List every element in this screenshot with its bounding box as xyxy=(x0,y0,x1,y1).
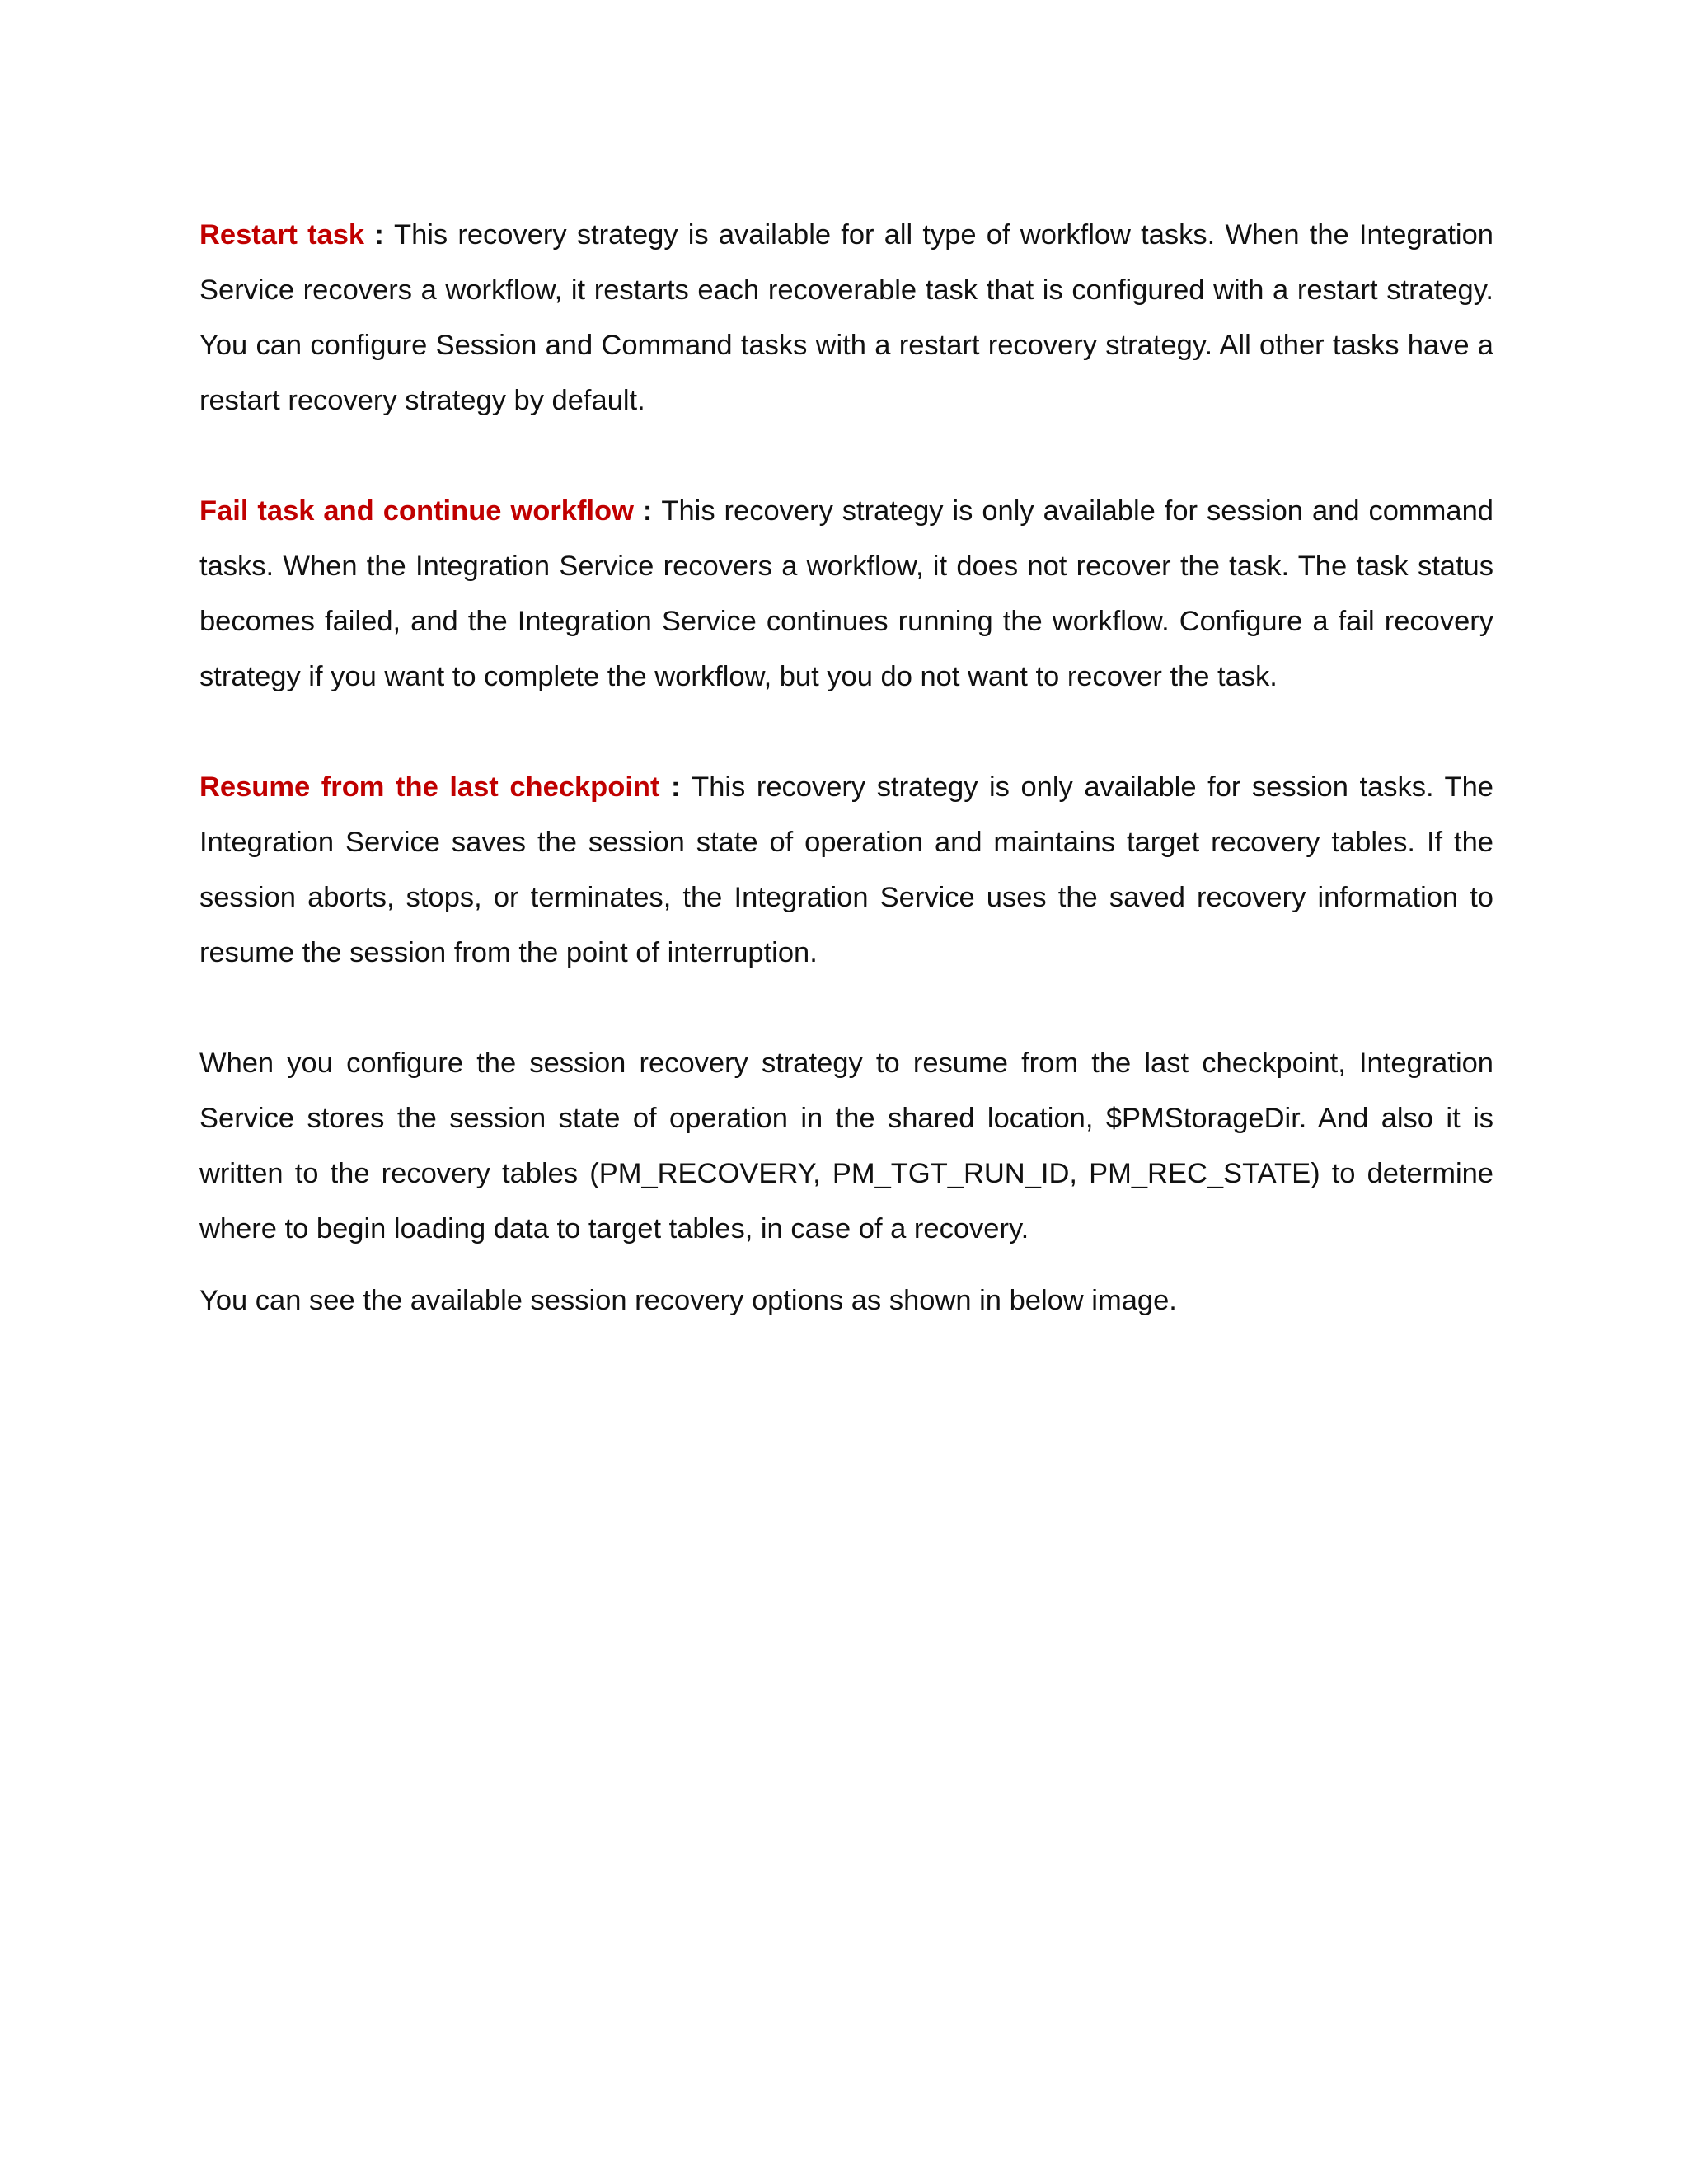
paragraph-text: This recovery strategy is available for all type of workflow tasks. When the Integration Service recovers a workflow, it restarts each recoverable task that is configured with a restart strategy. You can configure Session and Command tasks with a restart recovery strategy. All other tasks have a restart recovery strategy by default. xyxy=(199,219,1493,416)
paragraph-checkpoint-detail: When you configure the session recovery strategy to resume from the last checkpoint, Integration Service stores the session state of operation in the shared location, $PMStorageDir. And also it is written to the recovery tables (PM_RECOVERY, PM_TGT_RUN_ID, PM_REC_STATE) to determine where to begin loading data to target tables, in case of a recovery. xyxy=(199,1047,1493,1244)
paragraph-text: This recovery strategy is only available for session and command tasks. When the Integration Service recovers a workflow, it does not recover the task. The task status becomes failed, and the Integration Service continues running the workflow. Configure a fail recovery strategy if you want to complete the workflow, but you do not want to recover the task. xyxy=(199,495,1493,692)
paragraph-resume-checkpoint xyxy=(199,760,1493,981)
document-body xyxy=(199,208,1493,1329)
paragraph-options-note: You can see the available session recovery options as shown in below image. xyxy=(199,1285,1177,1316)
term-resume-last-checkpoint: Resume from the last checkpoint xyxy=(199,771,660,803)
term-separator: : xyxy=(364,219,394,251)
term-fail-task-continue-workflow: Fail task and continue workflow xyxy=(199,495,634,527)
term-restart-task: Restart task xyxy=(199,219,365,251)
term-separator: : xyxy=(659,771,692,803)
paragraph-restart-task xyxy=(199,208,1493,429)
paragraph-text: This recovery strategy is only available for session tasks. The Integration Service saves the session state of operation and maintains target recovery tables. If the session aborts, stops, or terminates, the Integration Service uses the saved recovery information to resume the session from the point of interruption. xyxy=(199,771,1493,968)
term-separator: : xyxy=(633,495,662,527)
paragraph-fail-task xyxy=(199,484,1493,705)
